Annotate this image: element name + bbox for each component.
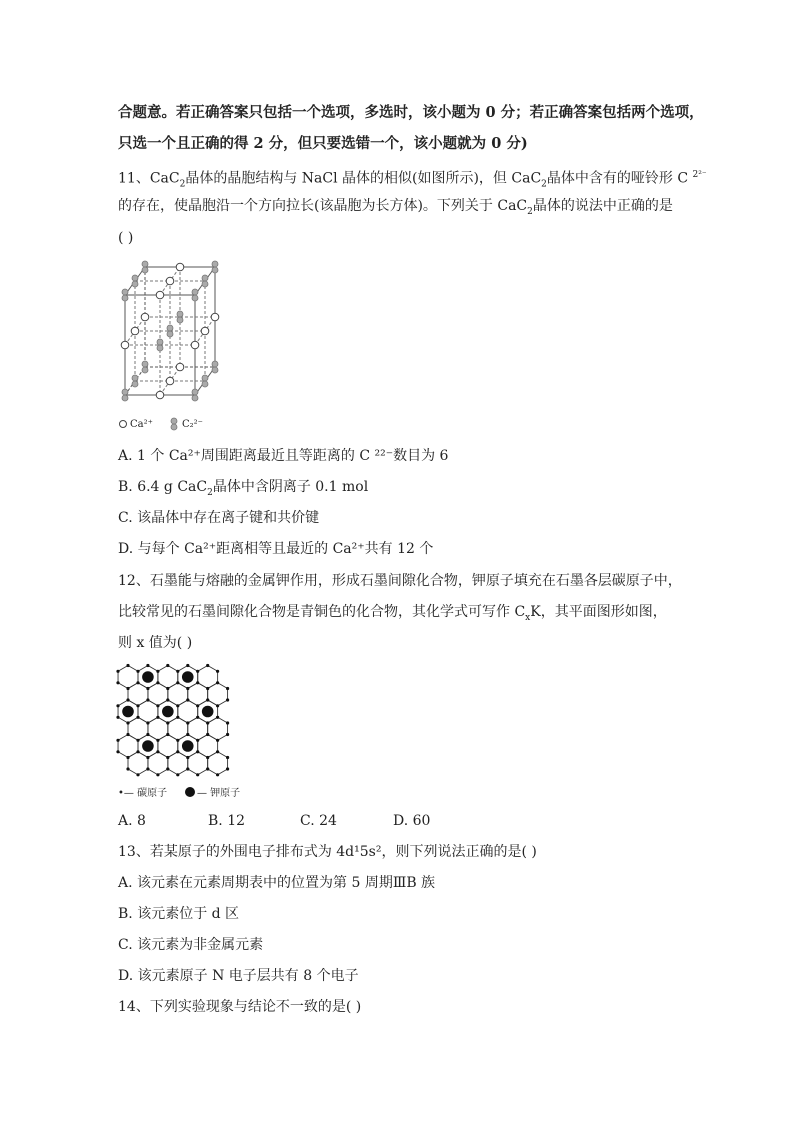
q13-stem: 13、若某原子的外围电子排布式为 4d¹5s²，则下列说法正确的是( ) (118, 844, 537, 860)
q11-option-c: C. 该晶体中存在离子键和共价键 (118, 510, 320, 526)
carbon-atom (126, 698, 129, 701)
carbon-atom (206, 767, 209, 770)
carbon-atom (136, 681, 139, 684)
q12-stem-line-3: 则 x 值为( ) (118, 635, 193, 651)
hexagon-ring (188, 717, 208, 740)
carbon-atom (176, 750, 179, 753)
potassium-atom (182, 671, 194, 683)
carbon-atom (166, 687, 169, 690)
carbon-atom (166, 767, 169, 770)
legend-ca-label: Ca²⁺ (130, 419, 153, 430)
c2-ion-legend-icon (171, 418, 177, 430)
hexagon-ring (158, 735, 178, 758)
carbon-atom (216, 681, 219, 684)
carbon-atom (136, 704, 139, 707)
hexagon-ring (208, 683, 228, 706)
hexagon-ring (178, 700, 198, 723)
carbon-atom (176, 773, 179, 776)
carbon-atom (226, 687, 229, 690)
q13-option-c: C. 该元素为非金属元素 (118, 937, 264, 953)
cac2-unit-cell-figure (115, 255, 225, 403)
q12-option-c: C. 24 (300, 813, 337, 829)
carbon-atom (206, 721, 209, 724)
carbon-atom (116, 670, 119, 673)
q14-stem: 14、下列实验现象与结论不一致的是( ) (118, 999, 362, 1015)
hexagon-ring (188, 752, 208, 775)
hexagon-ring (168, 752, 188, 775)
carbon-atom (216, 716, 219, 719)
carbon-atom (116, 750, 119, 753)
carbon-atom (216, 670, 219, 673)
carbon-atom (196, 716, 199, 719)
carbon-atom (176, 670, 179, 673)
carbon-atom (176, 704, 179, 707)
q11-option-a: A. 1 个 Ca²⁺周围距离最近且等距离的 C ²²⁻数目为 6 (118, 448, 449, 464)
legend-potassium-label: — 钾原子 (197, 788, 241, 799)
graphite-lattice-figure (116, 662, 244, 778)
q11-option-d: D. 与每个 Ca²⁺距离相等且最近的 Ca²⁺共有 12 个 (118, 541, 434, 557)
hexagon-ring (128, 683, 148, 706)
carbon-atom (156, 750, 159, 753)
potassium-atom (202, 706, 214, 718)
carbon-atom (146, 698, 149, 701)
legend-carbon-label: •— 碳原子 (118, 788, 168, 799)
q13-option-d: D. 该元素原子 N 电子层共有 8 个电子 (118, 968, 359, 984)
carbon-atom (216, 704, 219, 707)
potassium-atom (142, 671, 154, 683)
carbon-atom (146, 664, 149, 667)
q12-option-d: D. 60 (393, 813, 431, 829)
hexagon-ring (198, 666, 218, 689)
carbon-atom (146, 687, 149, 690)
carbon-atom (186, 721, 189, 724)
carbon-atom (146, 767, 149, 770)
hexagon-ring (148, 683, 168, 706)
carbon-atom (126, 664, 129, 667)
carbon-atom (226, 721, 229, 724)
ca-ion-legend-icon (120, 421, 127, 428)
hexagon-ring (128, 717, 148, 740)
carbon-atom (186, 687, 189, 690)
carbon-atom (116, 704, 119, 707)
potassium-atom (142, 740, 154, 752)
potassium-atom (182, 740, 194, 752)
instruction-line-1: 合题意。若正确答案只包括一个选项，多选时，该小题为 0 分；若正确答案包括两个选项， (118, 104, 704, 121)
carbon-atom (206, 756, 209, 759)
hexagon-ring (168, 717, 188, 740)
carbon-atom (156, 716, 159, 719)
carbon-atom (126, 733, 129, 736)
hexagon-ring (198, 735, 218, 758)
carbon-atom (166, 733, 169, 736)
hexagon-ring (148, 717, 168, 740)
carbon-atom (136, 716, 139, 719)
carbon-atom (156, 681, 159, 684)
carbon-atom (116, 681, 119, 684)
carbon-atom (126, 687, 129, 690)
carbon-atom (146, 756, 149, 759)
carbon-atom (136, 773, 139, 776)
carbon-atom (186, 767, 189, 770)
carbon-atom (196, 750, 199, 753)
carbon-atom (206, 733, 209, 736)
hexagon-ring (128, 752, 148, 775)
carbon-atom (156, 670, 159, 673)
carbon-atom (216, 773, 219, 776)
hexagon-ring (118, 666, 138, 689)
q11-answer-paren: ( ) (118, 230, 134, 246)
carbon-atom (226, 733, 229, 736)
carbon-atom (226, 756, 229, 759)
carbon-atom (226, 698, 229, 701)
carbon-atom (166, 664, 169, 667)
hexagon-ring (138, 700, 158, 723)
q11-option-b: B. 6.4 g CaC$_2$晶体中含阴离子 0.1 mol (118, 479, 369, 498)
carbon-atom (196, 670, 199, 673)
potassium-atom (122, 706, 134, 718)
carbon-atom (206, 664, 209, 667)
carbon-atom (216, 739, 219, 742)
carbon-atom (156, 704, 159, 707)
carbon-atom (156, 739, 159, 742)
carbon-atom (196, 773, 199, 776)
carbon-atom (136, 750, 139, 753)
carbon-atom (176, 681, 179, 684)
carbon-atom (206, 687, 209, 690)
carbon-atom (136, 670, 139, 673)
hexagon-ring (118, 735, 138, 758)
carbon-atom (156, 773, 159, 776)
carbon-atom (216, 750, 219, 753)
carbon-atom (186, 664, 189, 667)
carbon-atom (136, 739, 139, 742)
hexagon-ring (208, 752, 228, 775)
instruction-line-2: 只选一个且正确的得 2 分，但只要选错一个，该小题就为 0 分) (118, 135, 528, 152)
carbon-atom (206, 698, 209, 701)
q11-stem-line-2: 的存在，使晶胞沿一个方向拉长(该晶胞为长方体)。下列关于 CaC$_2$晶体的说法中正确的是 (118, 198, 673, 217)
carbon-atom (116, 739, 119, 742)
carbon-atom (116, 716, 119, 719)
q12-stem-line-1: 12、石墨能与熔融的金属钾作用，形成石墨间隙化合物，钾原子填充在石墨各层碳原子中， (118, 573, 682, 589)
carbon-atom (126, 767, 129, 770)
carbon-atom (126, 756, 129, 759)
q11-stem-line-1: 11、CaC$_2$晶体的晶胞结构与 NaCl 晶体的相似(如图所示)，但 CaC$_2$晶体中含有的哑铃形 C $^{2^{2-}}$ (118, 170, 707, 190)
hexagon-ring (188, 683, 208, 706)
carbon-atom (166, 721, 169, 724)
potassium-legend-icon (184, 786, 196, 798)
carbon-atom (196, 704, 199, 707)
carbon-atom (176, 739, 179, 742)
carbon-atom (196, 739, 199, 742)
carbon-atom (186, 756, 189, 759)
carbon-atom (166, 756, 169, 759)
carbon-atom (166, 698, 169, 701)
carbon-atom (186, 733, 189, 736)
hexagon-ring (158, 666, 178, 689)
carbon-atom (226, 767, 229, 770)
hexagon-ring (168, 683, 188, 706)
hexagon-ring (208, 717, 228, 740)
q13-option-b: B. 该元素位于 d 区 (118, 906, 240, 922)
carbon-atom (186, 698, 189, 701)
potassium-atom (162, 706, 174, 718)
q13-option-a: A. 该元素在元素周期表中的位置为第 5 周期ⅢB 族 (118, 875, 436, 891)
carbon-atom (126, 721, 129, 724)
carbon-atom (146, 733, 149, 736)
q12-option-b: B. 12 (208, 813, 246, 829)
carbon-atom (146, 721, 149, 724)
legend-c2-label: C₂²⁻ (182, 419, 203, 430)
carbon-atom (176, 716, 179, 719)
q12-stem-line-2: 比较常见的石墨间隙化合物是青铜色的化合物，其化学式可写作 $C_xK$，其平面图形如图， (118, 604, 667, 623)
q12-option-a: A. 8 (118, 813, 146, 829)
hexagon-ring (148, 752, 168, 775)
carbon-atom (196, 681, 199, 684)
